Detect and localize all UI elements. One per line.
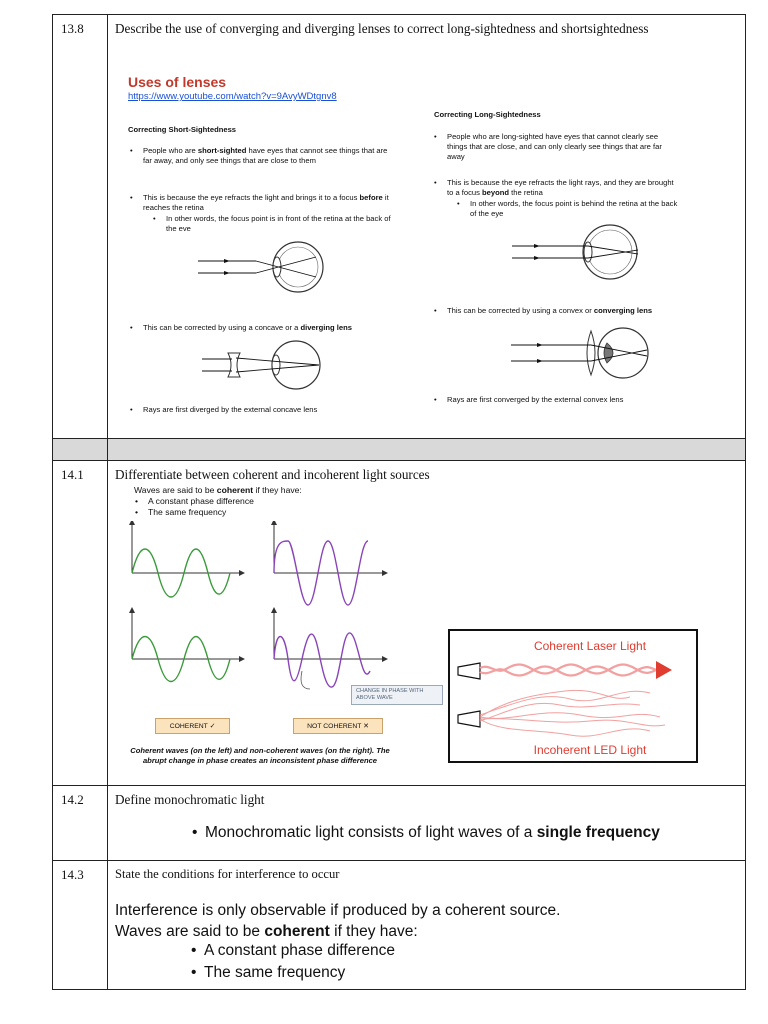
converging-lens-diagram [503,323,653,383]
text: This can be corrected by using a concave or a [143,323,301,332]
text: This can be corrected by using a convex or [447,306,594,315]
row-number: 14.3 [53,861,108,989]
not-coherent-label: NOT COHERENT ✕ [293,718,383,734]
bold-text: before [359,193,383,202]
list-item [447,306,679,316]
bold-text: converging lens [593,306,653,315]
coherent-label: COHERENT ✓ [155,718,230,734]
coherent-intro [134,485,302,495]
table-row [53,786,745,861]
table-row [53,461,745,786]
row-question: State the conditions for interference to occur [115,867,340,881]
notes-table [52,14,746,990]
text: if they have: [329,923,418,940]
bold-text: beyond [482,188,510,197]
long-sight-title: Correcting Long-Sightedness [434,110,541,119]
light-beams [450,655,696,739]
row-number: 13.8 [53,15,108,438]
text: have eyes that cannot see things that are far away, and only see things that are close to them [143,146,388,165]
bold-text: coherent [216,485,254,495]
list-item: • In other words, the focus point is in front of the retina at the back of the eve [166,214,392,234]
list-item [143,146,398,166]
spacer-row [53,439,745,461]
spacer-cell [53,439,108,460]
text: This is because the eye refracts the light rays, and they are brought to a focus [447,178,674,197]
row-number: 14.2 [53,786,108,860]
lenses-heading: Uses of lenses [128,74,227,90]
led-label: Incoherent LED Light [533,743,647,757]
row-question: Describe the use of converging and diverging lenses to correct long-sightedness and shortsightedness [115,21,649,36]
row-content [108,786,745,860]
definition [205,824,660,842]
video-link[interactable]: https://www.youtube.com/watch?v=9AvyWDtgnv8 [128,91,337,102]
list-item: • A constant phase difference [204,942,395,960]
bold-text: single frequency [536,824,660,841]
laser-led-illustration [448,629,698,763]
bold-text: diverging lens [300,323,352,332]
bold-text: coherent [264,923,330,940]
diverging-lens-diagram [198,337,328,393]
list-item: • A constant phase difference [148,496,254,506]
row-content [108,861,745,989]
row-question: Differentiate between coherent and incoherent light sources [115,467,430,482]
short-sight-eye-diagram [188,237,328,295]
long-sight-eye-diagram [504,220,644,284]
list-item: • The same frequency [204,964,345,982]
row-number: 14.1 [53,461,108,785]
text: it reaches the retina [143,193,389,212]
short-sight-title: Correcting Short-Sightedness [128,125,237,134]
interference-line: Interference is only observable if produced by a coherent source. [115,902,561,919]
text: This is because the eye refracts the light and brings it to a focus [143,193,360,202]
bold-text: short-sighted [197,146,247,155]
table-row [53,15,745,439]
text: Monochromatic light consists of light waves of a [205,824,537,841]
row-question: Define monochromatic light [115,792,265,807]
text: Waves are said to be [115,923,265,940]
row-content [108,461,745,785]
text: if they have: [253,485,302,495]
list-item [143,193,393,213]
wave-caption: Coherent waves (on the left) and non-coherent waves (on the right). The abrupt change in phase creates an inconsistent phase difference [130,746,390,765]
phase-note-box: CHANGE IN PHASE WITH ABOVE WAVE [351,685,443,705]
coherent-line [115,923,418,941]
text: People who are [143,146,198,155]
list-item: • People who are long-sighted have eyes that cannot clearly see things that are close, and can only clearly see things that are far away [447,132,679,162]
row-content [108,15,745,438]
table-row [53,861,745,989]
list-item [143,323,403,333]
text: Waves are said to be [134,485,217,495]
list-item: • The same frequency [148,507,226,517]
text: the retina [509,188,543,197]
wave-diagrams [126,521,406,741]
list-item [447,178,679,198]
laser-label: Coherent Laser Light [533,639,647,653]
list-item: • Rays are first diverged by the external concave lens [143,405,403,415]
list-item: • Rays are first converged by the external convex lens [447,395,687,405]
list-item: • In other words, the focus point is behind the retina at the back of the eye [470,199,682,219]
